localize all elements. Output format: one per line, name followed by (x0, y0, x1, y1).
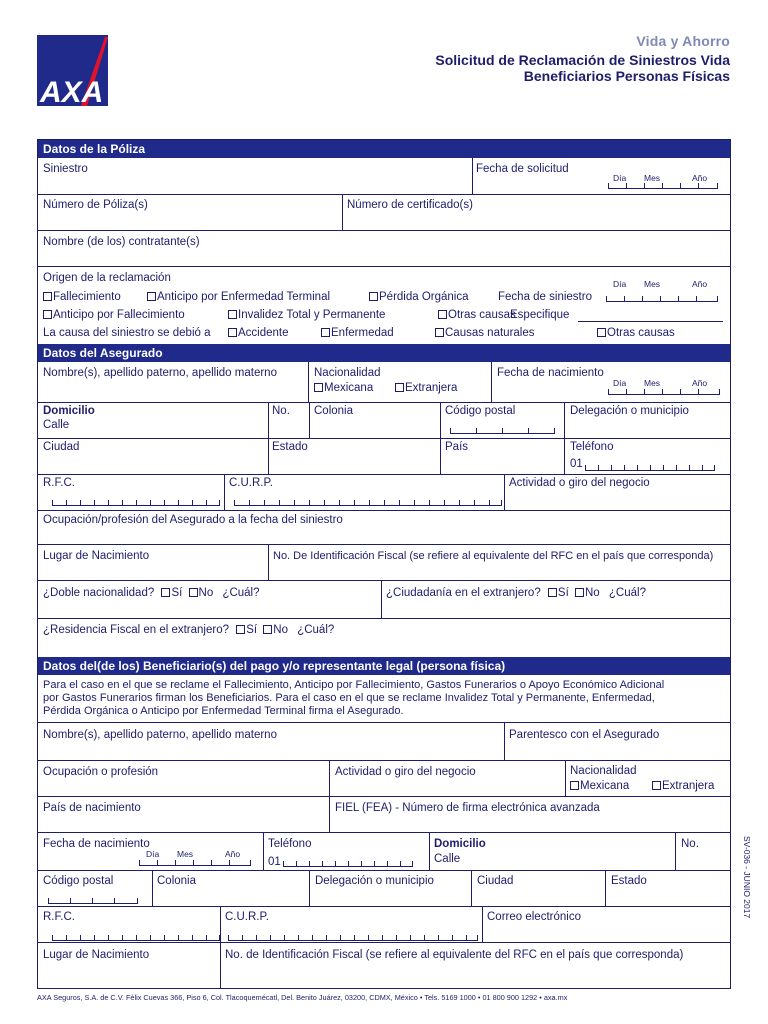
beneficiario-nacionalidad-label: Nacionalidad (570, 765, 637, 777)
claim-form (37, 139, 731, 989)
asegurado-domicilio-label: Domicilio (43, 405, 95, 417)
opt-label: Enfermedad (331, 327, 394, 339)
origen-label: Origen de la reclamación (43, 272, 171, 284)
section-header-asegurado: Datos del Asegurado (38, 344, 730, 362)
opt-label: Fallecimiento (53, 291, 121, 303)
beneficiario-rfc-field[interactable] (52, 936, 220, 941)
day-label: Día (613, 173, 627, 183)
checkbox-icon[interactable] (43, 310, 52, 319)
asegurado-rfc-field[interactable] (52, 501, 220, 506)
beneficiario-nota-3: Pérdida Orgánica o Anticipo por Enfermedad Terminal firma el Asegurado. (43, 705, 404, 717)
no-label: No (273, 624, 288, 636)
checkbox-icon[interactable] (236, 625, 245, 634)
opt-label: Anticipo por Enfermedad Terminal (157, 291, 331, 303)
asegurado-rfc-label: R.F.C. (43, 477, 75, 489)
opt-label: Mexicana (324, 382, 374, 394)
residencia-fiscal-question (43, 624, 334, 637)
contratantes-label: Nombre (de los) contratante(s) (43, 236, 200, 248)
beneficiario-telefono-field[interactable] (283, 862, 413, 867)
year-label: Año (225, 849, 241, 859)
checkbox-icon[interactable] (369, 292, 378, 301)
asegurado-colonia-label: Colonia (314, 405, 353, 417)
fecha-siniestro-label: Fecha de siniestro (498, 291, 592, 303)
form-code (732, 836, 752, 948)
asegurado-ciudad-label: Ciudad (43, 441, 80, 453)
beneficiario-fecha-nac-label: Fecha de nacimiento (43, 838, 150, 850)
ciudadania-question (386, 587, 646, 600)
beneficiario-nif-label: No. de Identificación Fiscal (se refiere al equivalente del RFC en el país que corresponda) (225, 949, 684, 961)
opt-label: Mexicana (580, 780, 630, 792)
opt-fallecimiento[interactable] (43, 291, 121, 304)
asegurado-tel-prefix: 01 (570, 458, 583, 470)
yes-label: Sí (557, 587, 569, 599)
checkbox-icon[interactable] (652, 781, 661, 790)
beneficiario-nota-1: Para el caso en el que se reclame el Fallecimiento, Anticipo por Fallecimiento, Gastos Funerarios o Apoyo Económico Adicional (43, 679, 665, 691)
beneficiario-colonia-label: Colonia (157, 875, 196, 887)
asegurado-ocupacion-label: Ocupación/profesión del Asegurado a la fecha del siniestro (43, 514, 343, 526)
cual-label: ¿Cuál? (297, 624, 335, 636)
causa-otras[interactable] (597, 327, 675, 340)
checkbox-icon[interactable] (321, 328, 330, 337)
beneficiario-nombre-label: Nombre(s), apellido paterno, apellido materno (43, 729, 277, 741)
opt-label: Anticipo por Fallecimiento (53, 309, 185, 321)
asegurado-estado-label: Estado (272, 441, 308, 453)
opt-invalidez[interactable] (228, 309, 385, 322)
checkbox-icon[interactable] (570, 781, 579, 790)
beneficiario-nota-2: por Gastos Funerarios firman los Beneficiarios. Para el caso en el que se reclame Invalidez Total y Permanente, Enfermedad, (43, 692, 655, 704)
causa-accidente[interactable] (228, 327, 289, 340)
yes-label: Sí (171, 587, 183, 599)
beneficiario-lugar-nac-label: Lugar de Nacimiento (43, 949, 150, 961)
asegurado-pais-label: País (445, 441, 469, 453)
form-code-text: SV-036 - JUNIO 2017 (742, 836, 752, 919)
year-label: Año (692, 173, 708, 183)
opt-label: Otras causas (448, 309, 516, 321)
asegurado-curp-label: C.U.R.P. (229, 477, 273, 489)
numero-poliza-label: Número de Póliza(s) (43, 199, 148, 211)
opt-label: Accidente (238, 327, 289, 339)
opt-label: Causas naturales (445, 327, 535, 339)
beneficiario-fecha-nac-field[interactable] (139, 861, 251, 866)
month-label: Mes (644, 378, 661, 388)
asegurado-fecha-nac-field[interactable] (608, 390, 720, 395)
asegurado-cp-field[interactable] (450, 429, 555, 434)
especifique-field[interactable] (578, 321, 723, 322)
axa-logo (37, 35, 108, 106)
checkbox-icon[interactable] (228, 328, 237, 337)
year-label: Año (692, 279, 708, 289)
asegurado-telefono-field[interactable] (585, 466, 715, 471)
siniestro-label: Siniestro (43, 163, 88, 175)
beneficiario-estado-label: Estado (611, 875, 647, 887)
causa-naturales[interactable] (435, 327, 535, 340)
beneficiario-fiel-label: FIEL (FEA) - Número de firma electrónica avanzada (335, 802, 600, 814)
beneficiario-pais-nac-label: País de nacimiento (43, 802, 141, 814)
question-text: ¿Doble nacionalidad? (43, 587, 155, 599)
beneficiario-ocupacion-label: Ocupación o profesión (43, 766, 159, 778)
beneficiario-extranjera[interactable] (652, 780, 714, 793)
asegurado-calle-label: Calle (43, 419, 70, 431)
form-subtitle: Beneficiarios Personas Físicas (523, 68, 730, 84)
no-label: No (585, 587, 600, 599)
opt-label: Extranjera (662, 780, 715, 792)
checkbox-icon[interactable] (548, 588, 557, 597)
asegurado-no-label: No. (272, 405, 290, 417)
beneficiario-telefono-label: Teléfono (268, 838, 312, 850)
beneficiario-correo-label: Correo electrónico (487, 911, 581, 923)
causa-enfermedad[interactable] (321, 327, 394, 340)
checkbox-icon[interactable] (189, 588, 198, 597)
year-label: Año (692, 378, 708, 388)
checkbox-icon[interactable] (435, 328, 444, 337)
month-label: Mes (177, 849, 194, 859)
beneficiario-domicilio-label: Domicilio (434, 838, 486, 850)
numero-certificado-label: Número de certificado(s) (347, 199, 473, 211)
fecha-solicitud-label: Fecha de solicitud (476, 163, 569, 175)
beneficiario-no-label: No. (681, 838, 699, 850)
checkbox-icon[interactable] (228, 310, 237, 319)
checkbox-icon[interactable] (575, 588, 584, 597)
beneficiario-cp-label: Código postal (43, 875, 114, 887)
opt-label: Invalidez Total y Permanente (238, 309, 386, 321)
asegurado-curp-field[interactable] (234, 501, 502, 506)
section-header-beneficiario: Datos del(de los) Beneficiario(s) del pago y/o representante legal (persona física) (38, 657, 730, 675)
day-label: Día (146, 849, 160, 859)
beneficiario-curp-field[interactable] (228, 936, 478, 941)
section-header-poliza: Datos de la Póliza (38, 140, 730, 158)
especifique-label: Especifique (510, 309, 570, 321)
asegurado-fecha-nac-label: Fecha de nacimiento (497, 367, 604, 379)
checkbox-icon[interactable] (438, 310, 447, 319)
checkbox-icon[interactable] (597, 328, 606, 337)
header-category: Vida y Ahorro (636, 33, 730, 49)
beneficiario-tel-prefix: 01 (268, 856, 281, 868)
asegurado-mexicana[interactable] (314, 382, 373, 395)
question-text: ¿Residencia Fiscal en el extranjero? (43, 624, 230, 636)
asegurado-extranjera[interactable] (395, 382, 457, 395)
logo-text: AXA (40, 76, 104, 106)
asegurado-nacionalidad-label: Nacionalidad (314, 367, 381, 379)
opt-otras-causas[interactable] (438, 309, 516, 322)
form-title: Solicitud de Reclamación de Siniestros Vida (435, 52, 730, 68)
beneficiario-delegacion-label: Delegación o municipio (315, 875, 434, 887)
asegurado-delegacion-label: Delegación o municipio (570, 405, 689, 417)
cual-label: ¿Cuál? (608, 587, 646, 599)
footer-address: AXA Seguros, S.A. de C.V. Félix Cuevas 366, Piso 6, Col. Tlacoquemécatl, Del. Benito Juárez, 03200, CDMX, México • Tels. 5169 1000 • 01 800 900 1292 • axa.mx (37, 993, 568, 1002)
yes-label: Sí (246, 624, 258, 636)
opt-label: Otras causas (607, 327, 675, 339)
fecha-siniestro-field[interactable] (606, 297, 718, 302)
opt-label: Extranjera (405, 382, 458, 394)
month-label: Mes (644, 173, 661, 183)
beneficiario-rfc-label: R.F.C. (43, 911, 75, 923)
beneficiario-actividad-label: Actividad o giro del negocio (335, 766, 476, 778)
beneficiario-mexicana[interactable] (570, 780, 629, 793)
checkbox-icon[interactable] (161, 588, 170, 597)
beneficiario-curp-label: C.U.R.P. (225, 911, 269, 923)
question-text: ¿Ciudadanía en el extranjero? (386, 587, 541, 599)
asegurado-actividad-label: Actividad o giro del negocio (509, 477, 650, 489)
beneficiario-calle-label: Calle (434, 853, 461, 865)
day-label: Día (613, 279, 627, 289)
doble-nacionalidad-question (43, 587, 260, 600)
checkbox-icon[interactable] (147, 292, 156, 301)
asegurado-nif-label: No. De Identificación Fiscal (se refiere al equivalente del RFC en el país que corresponda) (273, 550, 714, 562)
beneficiario-parentesco-label: Parentesco con el Asegurado (509, 729, 660, 741)
checkbox-icon[interactable] (395, 383, 404, 392)
opt-anticipo-enfermedad[interactable] (147, 291, 330, 304)
opt-label: Pérdida Orgánica (379, 291, 469, 303)
beneficiario-cp-field[interactable] (48, 899, 138, 904)
beneficiario-ciudad-label: Ciudad (477, 875, 514, 887)
asegurado-telefono-label: Teléfono (570, 441, 614, 453)
fecha-solicitud-field[interactable] (608, 184, 718, 189)
opt-anticipo-fallecimiento[interactable] (43, 309, 185, 322)
asegurado-nombre-label: Nombre(s), apellido paterno, apellido materno (43, 367, 277, 379)
checkbox-icon[interactable] (314, 383, 323, 392)
cual-label: ¿Cuál? (222, 587, 260, 599)
day-label: Día (613, 378, 627, 388)
causa-label: La causa del siniestro se debió a (43, 327, 211, 339)
opt-perdida-organica[interactable] (369, 291, 469, 304)
checkbox-icon[interactable] (43, 292, 52, 301)
asegurado-cp-label: Código postal (445, 405, 516, 417)
checkbox-icon[interactable] (263, 625, 272, 634)
asegurado-lugar-nac-label: Lugar de Nacimiento (43, 550, 150, 562)
no-label: No (198, 587, 214, 599)
month-label: Mes (644, 279, 661, 289)
